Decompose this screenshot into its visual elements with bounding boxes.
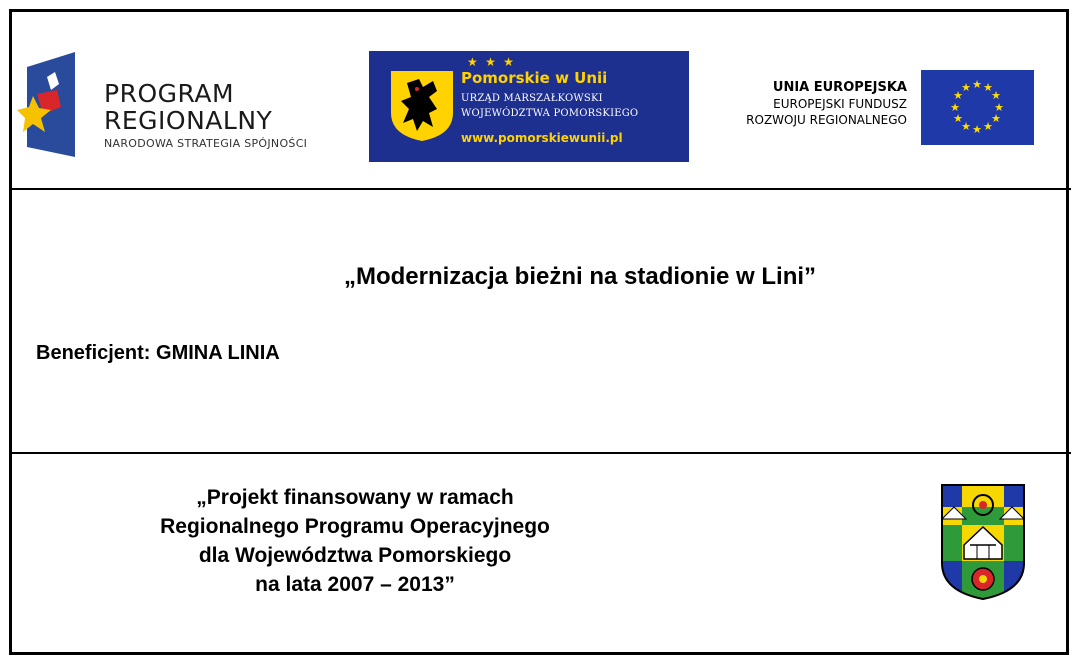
- svg-text:★: ★: [961, 120, 971, 133]
- funding-line-4: na lata 2007 – 2013”: [255, 573, 455, 596]
- project-title: „Modernizacja bieżni na stadionie w Lini”: [343, 263, 817, 290]
- pomorskie-title: Pomorskie w Unii: [461, 69, 608, 87]
- griffin-crest-icon: [389, 69, 455, 143]
- eu-flag: [921, 70, 1034, 145]
- rozwoju-label: ROZWOJU REGIONALNEGO: [746, 113, 907, 127]
- program-label: PROGRAM: [104, 79, 235, 108]
- regionalny-label: REGIONALNY: [104, 106, 273, 135]
- footer-divider: [9, 452, 1071, 454]
- header-divider: [9, 188, 1071, 190]
- pomorskie-w-unii-logo: [369, 51, 689, 162]
- svg-text:★: ★: [953, 112, 963, 125]
- svg-text:★: ★: [972, 123, 982, 136]
- svg-text:★: ★: [983, 81, 993, 94]
- funding-line-1: „Projekt finansowany w ramach: [196, 486, 514, 509]
- coat-of-arms-icon: [940, 483, 1026, 601]
- svg-text:★: ★: [953, 89, 963, 102]
- funding-statement: [100, 483, 610, 599]
- pomorskie-stars-icon: ★ ★ ★: [467, 55, 516, 69]
- pomorskie-url: www.pomorskiewunii.pl: [461, 131, 623, 145]
- fundusz-label: EUROPEJSKI FUNDUSZ: [773, 97, 907, 111]
- svg-text:★: ★: [991, 112, 1001, 125]
- svg-text:★: ★: [961, 81, 971, 94]
- funding-line-3: dla Województwa Pomorskiego: [198, 544, 512, 567]
- svg-text:★: ★: [983, 120, 993, 133]
- strategia-label: NARODOWA STRATEGIA SPÓJNOŚCI: [104, 137, 308, 150]
- svg-text:★: ★: [950, 101, 960, 114]
- svg-text:★: ★: [994, 101, 1004, 114]
- urzad-label: URZĄD MARSZAŁKOWSKI: [461, 93, 603, 104]
- unia-title: UNIA EUROPEJSKA: [772, 80, 907, 95]
- program-regionalny-logo: [17, 52, 77, 157]
- svg-text:★: ★: [991, 89, 1001, 102]
- program-regionalny-emblem-icon: [17, 52, 77, 157]
- program-regionalny-text: [104, 80, 307, 150]
- wojewodztwa-label: WOJEWÓDZTWA POMORSKIEGO: [461, 108, 639, 119]
- eu-stars-icon: [921, 70, 1034, 145]
- svg-text:★: ★: [972, 78, 982, 91]
- funding-line-2: Regionalnego Programu Operacyjnego: [160, 515, 550, 538]
- beneficiary-label: Beneficjent: GMINA LINIA: [36, 342, 280, 364]
- unia-europejska-text: [700, 80, 907, 128]
- gmina-linia-coat-of-arms: [940, 483, 1026, 601]
